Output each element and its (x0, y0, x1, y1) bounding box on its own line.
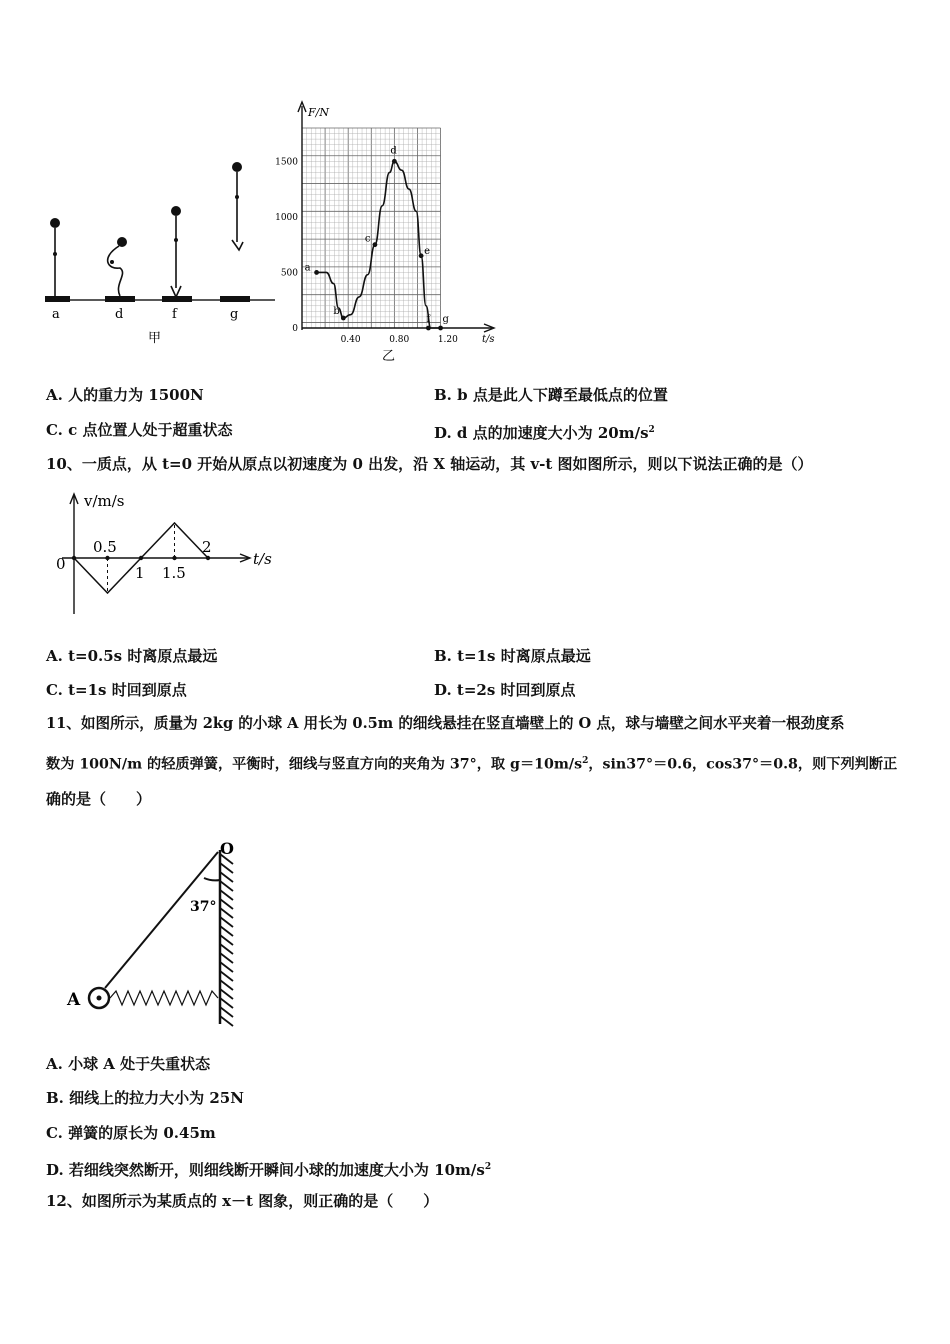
q10-axis-dot (206, 556, 210, 560)
figure-yi-chart (270, 98, 510, 368)
jia-caption: 甲 (148, 331, 162, 346)
yi-point-label-b: b (333, 306, 340, 317)
yi-point-label-e: e (424, 245, 431, 257)
q11-stem-line2-sup: 2 (582, 756, 589, 766)
q9-option-d[interactable] (434, 420, 655, 443)
hatch-line (220, 980, 233, 990)
yi-point-label-g: g (442, 314, 449, 325)
q10-origin: 0 (56, 555, 66, 573)
q10-axis-dot (139, 556, 143, 560)
q10-option-d[interactable]: D. t=2s 时回到原点 (434, 681, 576, 699)
hatch-line (220, 881, 233, 891)
q10-y-label: v/m/s (84, 492, 125, 510)
q10-option-c[interactable]: C. t=1s 时回到原点 (46, 681, 187, 699)
yi-point-label-c: c (364, 233, 371, 245)
y-tick-label: 0 (292, 324, 298, 334)
q10-tick-2: 2 (202, 538, 212, 556)
yi-y-ticks (275, 157, 298, 334)
q11-stem-line2 (46, 751, 897, 775)
q11-wall-hatch (220, 854, 233, 1026)
q11-stem-line3: 确的是（ ） (46, 790, 152, 808)
q12-stem: 12、如图所示为某质点的 x－t 图象，则正确的是（ ） (46, 1192, 439, 1210)
stick-figure-g (232, 162, 243, 250)
q11-figure (60, 838, 260, 1038)
q9-option-b[interactable]: B. b 点是此人下蹲至最低点的位置 (434, 386, 668, 404)
yi-grid (302, 128, 441, 328)
q11-option-c[interactable]: C. 弹簧的原长为 0.45m (46, 1124, 216, 1142)
q11-option-a[interactable]: A. 小球 A 处于失重状态 (46, 1055, 211, 1073)
jia-label-g: g (230, 307, 239, 322)
hatch-line (220, 926, 233, 936)
stick-figure-a (50, 218, 60, 298)
q9-option-c[interactable]: C. c 点位置人处于超重状态 (46, 421, 233, 439)
q11-stem-line1: 11、如图所示，质量为 2kg 的小球 A 用长为 0.5m 的细线悬挂在竖直墙壁上的 O 点，球与墙壁之间水平夹着一根劲度系 (46, 715, 845, 732)
hatch-line (220, 863, 233, 873)
hatch-line (220, 953, 233, 963)
yi-caption: 乙 (382, 349, 396, 364)
hatch-line (220, 935, 233, 945)
figure-jia (40, 150, 280, 350)
y-tick-label: 1000 (275, 212, 298, 223)
q10-axis-dot (105, 556, 109, 560)
q10-axis-dot (72, 556, 76, 560)
stick-figure-f (171, 206, 181, 297)
x-tick-label: 0.40 (340, 335, 361, 345)
q11-stem-line2-text: 数为 100N/m 的轻质弹簧，平衡时，细线与竖直方向的夹角为 37°，取 g＝10m/s (46, 756, 583, 773)
x-tick-label: 0.80 (389, 335, 410, 345)
yi-x-ticks (341, 335, 459, 345)
yi-point-a (314, 270, 319, 275)
hatch-line (220, 944, 233, 954)
q9-option-d-text: D. d 点的加速度大小为 20m/s (434, 424, 649, 442)
hatch-line (220, 908, 233, 918)
yi-point-c (373, 242, 378, 247)
q10-x-label: t/s (253, 550, 272, 568)
q10-tick-15: 1.5 (162, 564, 186, 582)
q11-stem-line2-rest: ，sin37°＝0.6，cos37°＝0.8，则下列判断正 (588, 756, 898, 773)
q11-option-d-text: D. 若细线突然断开，则细线断开瞬间小球的加速度大小为 10m/s (46, 1161, 485, 1179)
hatch-line (220, 989, 233, 999)
yi-point-b (341, 316, 346, 321)
hatch-line (220, 1016, 233, 1026)
jia-label-f: f (172, 307, 177, 322)
x-tick-label: 1.20 (437, 335, 458, 345)
hatch-line (220, 872, 233, 882)
q11-point-o: O (220, 839, 234, 858)
yi-point-d (392, 159, 397, 164)
q11-angle-label: 37° (190, 899, 217, 915)
y-tick-label: 500 (280, 268, 298, 279)
q10-option-b[interactable]: B. t=1s 时离原点最远 (434, 647, 591, 665)
yi-point-label-f: f (426, 314, 431, 325)
q11-option-d[interactable] (46, 1157, 491, 1180)
q9-option-a[interactable]: A. 人的重力为 1500N (46, 386, 204, 404)
hatch-line (220, 899, 233, 909)
q10-stem: 10、一质点，从 t=0 开始从原点以初速度为 0 出发，沿 X 轴运动，其 v-t 图如图所示，则以下说法正确的是（） (46, 455, 813, 473)
yi-point-label-a: a (304, 262, 311, 274)
yi-y-axis-label: F/N (308, 106, 329, 119)
q11-option-b[interactable]: B. 细线上的拉力大小为 25N (46, 1089, 244, 1107)
q10-option-a[interactable]: A. t=0.5s 时离原点最远 (46, 647, 218, 665)
q10-tick-1: 1 (135, 564, 145, 582)
q11-option-d-sup: 2 (484, 1162, 492, 1172)
yi-x-axis-label: t/s (482, 334, 495, 345)
hatch-line (220, 998, 233, 1008)
hatch-line (220, 917, 233, 927)
hatch-line (220, 890, 233, 900)
q11-point-a: A (67, 990, 81, 1010)
q10-axis-dot (172, 556, 176, 560)
q10-tick-05: 0.5 (93, 538, 117, 556)
hatch-line (220, 971, 233, 981)
hatch-line (220, 962, 233, 972)
jia-label-a: a (52, 307, 60, 322)
yi-point-e (419, 253, 424, 258)
yi-point-f (426, 326, 431, 331)
q9-option-d-sup: 2 (648, 425, 655, 435)
y-tick-label: 1500 (275, 157, 298, 168)
q10-vt-graph (50, 488, 290, 618)
hatch-line (220, 1007, 233, 1017)
jia-label-d: d (115, 307, 124, 322)
yi-point-g (438, 326, 443, 331)
yi-point-label-d: d (390, 145, 397, 157)
stick-figure-d (108, 237, 127, 296)
